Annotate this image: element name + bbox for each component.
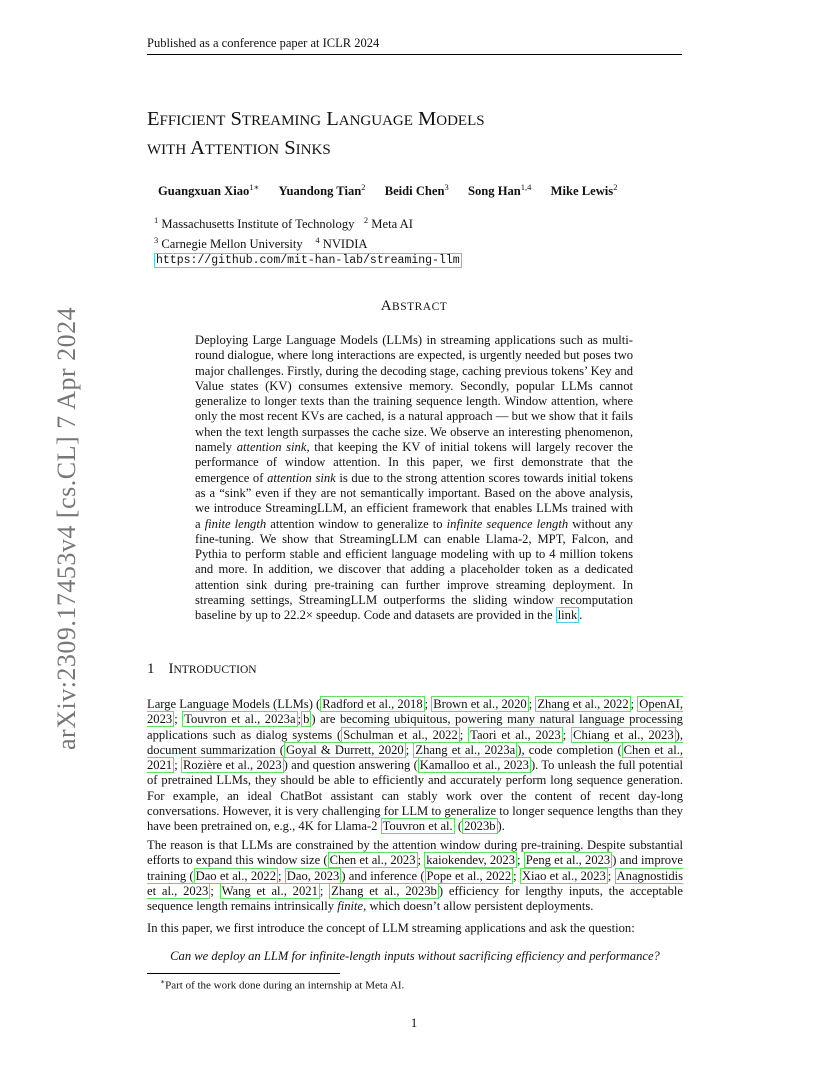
citation[interactable]: Radford et al., 2018 — [322, 697, 423, 711]
citation[interactable]: Touvron et al. — [382, 819, 453, 834]
citation[interactable]: Zhang et al., 2022 — [537, 697, 629, 711]
citation[interactable]: Taori et al., 2023 — [470, 727, 561, 742]
footnote: ∗Part of the work done during an internship at Meta AI. — [160, 977, 405, 992]
author: Mike Lewis$^2$ — [550, 182, 618, 199]
abstract-body: Deploying Large Language Models (LLMs) in streaming applications such as multi-round dialogue, where long interactions are expected, is urgently needed but poses two major challenges. Firstly, during the decoding stage, caching previous tokens’ Key and Value states (KV) consumes extensive memory. Secondly, popular LLMs cannot generalize to longer texts than the training sequence length. Window attention, where only the most recent KVs are cached, is a natural approach — but we show that it fails when the text length surpasses the cache size. We observe an interesting phenomenon, namely attention sink, that keeping the KV of initial tokens will largely recover the performance of window attention. In this paper, we first demonstrate that the emergence of attention sink is due to the strong attention scores towards initial tokens as a “sink” even if they are not semantically important. Based on the above analysis, we introduce StreamingLLM, an efficient framework that enables LLMs trained with a finite length attention window to generalize to infinite sequence length without any fine-tuning. We show that StreamingLLM can enable Llama-2, MPT, Falcon, and Pythia to perform stable and efficient language modeling with up to 4 million tokens and more. In addition, we discover that adding a placeholder token as a dedicated attention sink during pre-training can further improve streaming deployment. In streaming settings, StreamingLLM outperforms the sliding window recomputation baseline by up to 22.2× speedup. Code and datasets are provided in the link . — [195, 333, 634, 623]
citation[interactable]: Dao, 2023 — [286, 868, 340, 883]
citation[interactable]: Touvron et al., 2023a — [184, 712, 296, 727]
abstract-heading: ABSTRACT — [380, 298, 448, 314]
code-link[interactable]: link — [557, 608, 578, 623]
author: Beidi Chen$^3$ — [384, 182, 449, 199]
citation[interactable]: Chen et al., 2021 — [147, 742, 684, 773]
citation[interactable]: kaiokendev, 2023 — [426, 853, 516, 868]
author: Guangxuan Xiao$^{1∗}$ — [158, 182, 260, 199]
citation[interactable]: Zhang et al., 2023b — [331, 883, 437, 898]
citation[interactable]: 2023b — [464, 819, 496, 834]
citation[interactable]: Peng et al., 2023 — [525, 853, 611, 868]
author-list — [158, 182, 633, 199]
citation[interactable]: Anagnostidis et al., 2023 — [147, 868, 684, 898]
citation[interactable]: Zhang et al., 2023a — [415, 742, 516, 757]
research-question: Can we deploy an LLM for infinite-length inputs without sacrificing efficiency and performance? — [170, 949, 660, 963]
section-heading: 1 INTRODUCTION — [147, 661, 257, 677]
citation[interactable]: Schulman et al., 2022 — [343, 727, 458, 742]
title-line-2: WITH ATTENTION SINKS — [147, 137, 331, 159]
author: Song Han$^{1,4}$ — [467, 182, 532, 199]
footnote-rule — [147, 973, 340, 974]
citation[interactable]: Chen et al., 2023 — [329, 853, 416, 868]
citation[interactable]: Xiao et al., 2023 — [521, 868, 606, 883]
running-header: Published as a conference paper at ICLR 2024 — [147, 36, 682, 55]
citation[interactable]: Wang et al., 2021 — [221, 883, 318, 898]
title-line-1: EFFICIENT STREAMING LANGUAGE MODELS — [147, 108, 485, 130]
citation[interactable]: Kamalloo et al., 2023 — [419, 758, 529, 773]
citation[interactable]: b — [303, 712, 310, 727]
intro-paragraph-3: In this paper, we first introduce the concept of LLM streaming applications and ask the question: — [147, 921, 635, 935]
affiliations: $^1$ Massachusetts Institute of Technology $^2$ Meta AI $^3$ Carnegie Mellon University $^4$ NVIDIA https://github.com/mit-han-lab/streaming-llm — [154, 215, 460, 268]
citation[interactable]: Chiang et al., 2023 — [573, 727, 674, 742]
paper-title — [147, 106, 707, 164]
citation[interactable]: Pope et al., 2022 — [426, 868, 512, 883]
intro-paragraph-1: Large Language Models (LLMs) ( Radford et al., 2018 ; Brown et al., 2020 ; Zhang et al., 2022 ; OpenAI, 2023 ; Touvron et al., 2023a ; b ) are becoming ubiquitous, powering many natural language processing applications such as dialog systems ( Schulman et al., 2022 ; Taori et al., 2023 ; Chiang et al., 2023 ), document summarization ( Goyal & Durrett, 2020 ; Zhang et al., 2023a ), code completion ( Chen et al., 2021 ; Rozière et al., 2023 ) and question answering ( Kamalloo et al., 2023 ). To unleash the full potential of pretrained LLMs, they should be able to efficiently and accurately perform long sequence generation. For example, an ideal ChatBot assistant can stably work over the content of recent day-long conversations. However, it is very challenging for LLM to generalize to longer sequence lengths than they have been pretrained on, e.g., 4K for Llama-2 Touvron et al. ( 2023b ). — [147, 697, 684, 834]
intro-paragraph-2: The reason is that LLMs are constrained by the attention window during pre-training. Despite substantial efforts to expand this window size ( Chen et al., 2023 ; kaiokendev, 2023 ; Peng et al., 2023 ) and improve training ( Dao et al., 2022 ; Dao, 2023 ) and inference ( Pope et al., 2022 ; Xiao et al., 2023 ; Anagnostidis et al., 2023 ; Wang et al., 2021 ; Zhang et al., 2023b ) efficiency for lengthy inputs, the acceptable sequence length remains intrinsically finite, which doesn’t allow persistent deployments. — [147, 838, 684, 914]
github-link[interactable]: https://github.com/mit-han-lab/streaming-llm — [156, 254, 460, 268]
author: Yuandong Tian$^2$ — [278, 182, 366, 199]
citation[interactable]: Goyal & Durrett, 2020 — [286, 742, 404, 757]
citation[interactable]: Dao et al., 2022 — [195, 868, 277, 883]
page-number: 1 — [410, 1016, 418, 1030]
arxiv-sidebar-stamp: arXiv:2309.17453v4 [cs.CL] 7 Apr 2024 — [52, 306, 81, 750]
citation[interactable]: Rozière et al., 2023 — [182, 758, 282, 773]
citation[interactable]: Brown et al., 2020 — [433, 697, 527, 711]
citation[interactable]: OpenAI, 2023 — [147, 697, 684, 727]
